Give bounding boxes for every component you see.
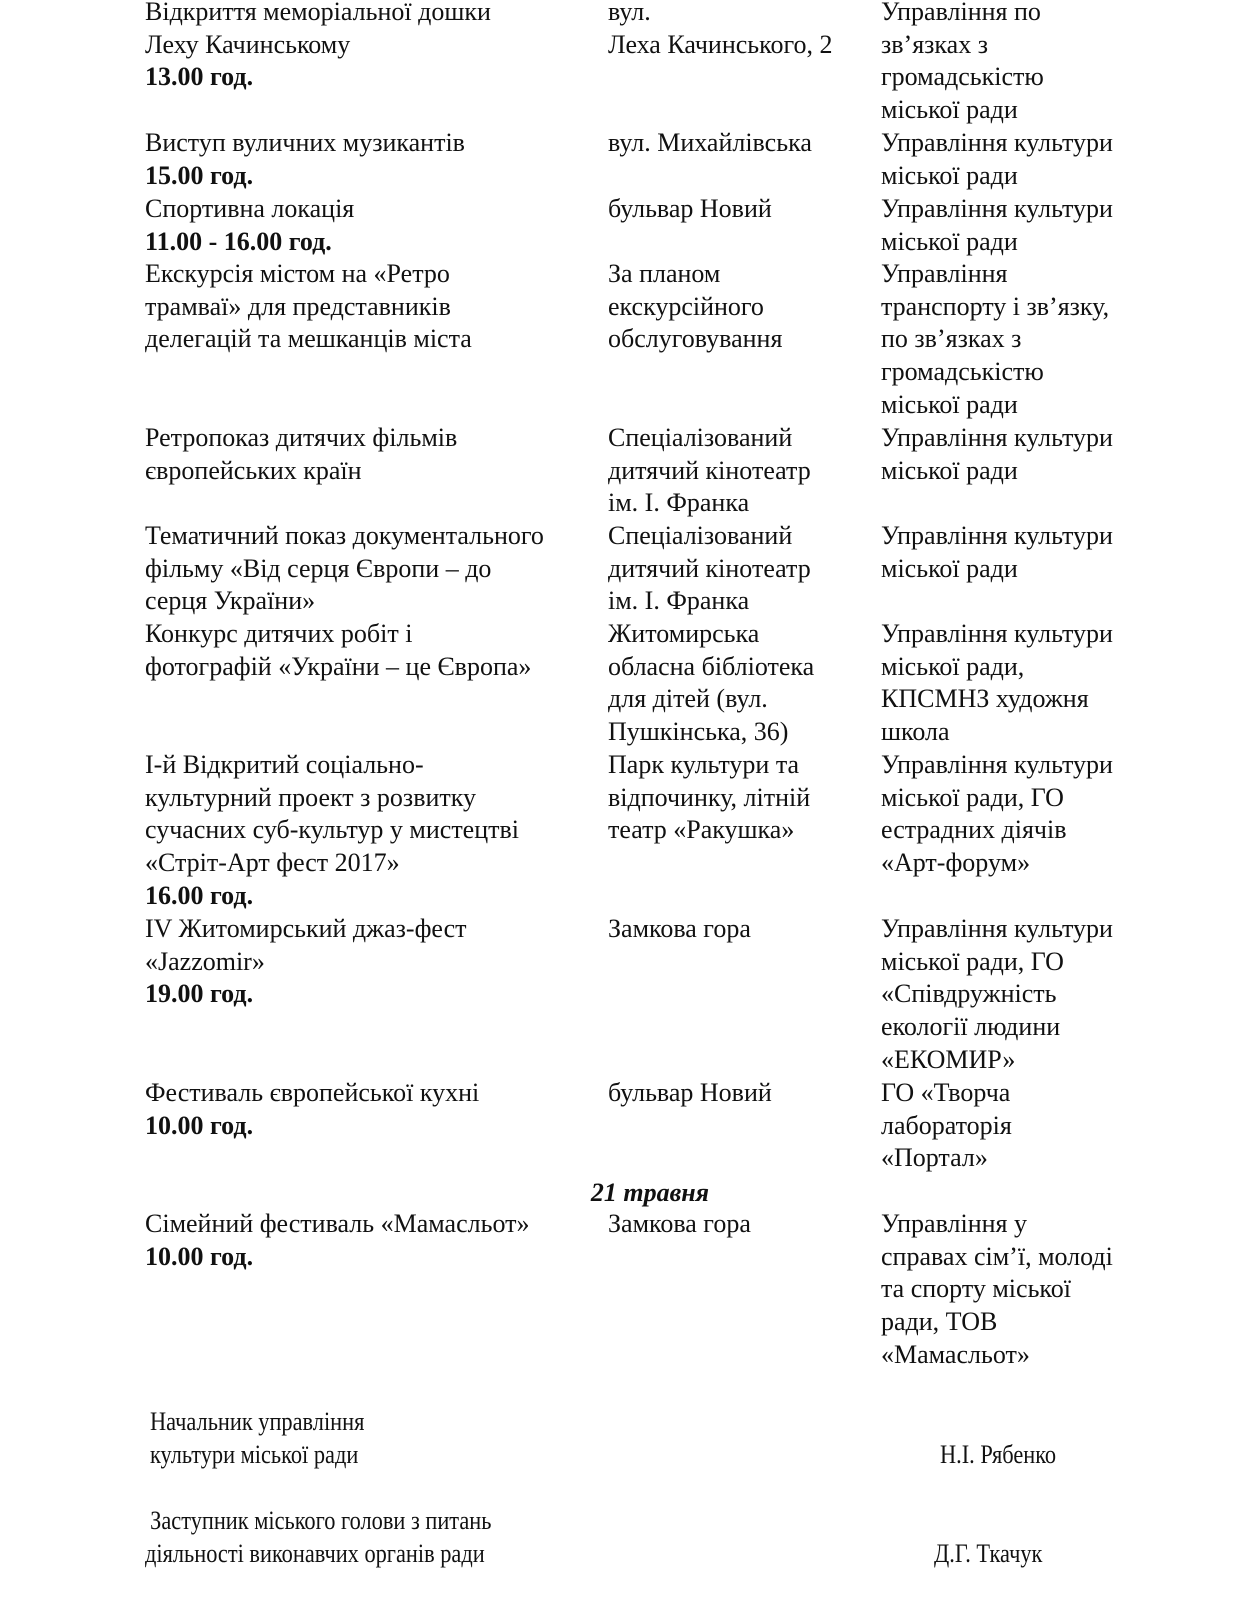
- event-row-5: [145, 520, 544, 618]
- event-time: 10.00 год.: [145, 1110, 254, 1140]
- org-text: міської ради: [881, 226, 1018, 256]
- org-text: Управління по: [881, 0, 1041, 26]
- event-text: І-й Відкритий соціально-: [145, 750, 424, 779]
- org-text: школа: [881, 717, 950, 747]
- event-row-3: [145, 258, 472, 356]
- event-text: фільму «Від серця Європи – до: [145, 553, 492, 583]
- place-text: ім. І. Франка: [608, 488, 750, 518]
- signature-title-line: Заступник міського голови з питань: [150, 1506, 492, 1535]
- org-text: громадськістю: [881, 62, 1044, 92]
- org-text: зв’язках з: [881, 29, 988, 59]
- place-text: Леха Качинського, 2: [608, 29, 833, 59]
- signature-title-1: [150, 1405, 399, 1471]
- event-text: Екскурсія містом на «Ретро: [145, 259, 450, 288]
- event-row-1: [145, 127, 465, 192]
- event-text: «Стріт-Арт фест 2017»: [145, 848, 400, 878]
- org-text: транспорту і зв’язку,: [881, 291, 1110, 321]
- place-text: Замкова гора: [608, 1209, 751, 1238]
- org-text: міської ради: [881, 455, 1018, 485]
- org-text: міської ради, ГО: [881, 782, 1064, 812]
- signature-title-2: [145, 1504, 548, 1570]
- place-text: театр «Ракушка»: [608, 815, 795, 845]
- place-row-4: [608, 422, 811, 520]
- place-text: обслуговування: [608, 324, 783, 354]
- org-text: ради, ТОВ: [881, 1307, 998, 1337]
- event-text: культурний проект з розвитку: [145, 782, 477, 812]
- place-text: дитячий кінотеатр: [608, 553, 811, 583]
- event-text: Тематичний показ документального: [145, 521, 544, 550]
- place-row-6: [608, 618, 814, 749]
- signature-title-line: Начальник управління: [150, 1407, 365, 1436]
- place-text: Спеціалізований: [608, 423, 793, 452]
- event-text: фотографій «України – це Європа»: [145, 651, 532, 681]
- signature-name-2: Д.Г. Ткачук: [934, 1539, 1043, 1568]
- event-time: 15.00 год.: [145, 160, 254, 190]
- event-time: 16.00 год.: [145, 880, 254, 910]
- org-text: Управління культури: [881, 521, 1113, 550]
- org-text: ГО «Творча: [881, 1078, 1011, 1107]
- event-row-9: [145, 1077, 479, 1142]
- event-row-8: [145, 913, 467, 1011]
- org-text: Управління: [881, 259, 1008, 288]
- org-row-7: [881, 749, 1113, 880]
- org-row-4: [881, 422, 1113, 487]
- org-text: КПСМНЗ художня: [881, 684, 1089, 714]
- org-row-5: [881, 520, 1113, 585]
- place-row-7: [608, 749, 810, 847]
- org-text: Управління культури: [881, 914, 1113, 943]
- date-heading: 21 травня: [590, 1178, 710, 1207]
- signature-name-1: Н.І. Рябенко: [940, 1440, 1057, 1469]
- place-text: відпочинку, літній: [608, 782, 811, 812]
- org-text: «Арт-форум»: [881, 848, 1031, 878]
- place-text: дитячий кінотеатр: [608, 455, 811, 485]
- org-text: лабораторія: [881, 1110, 1012, 1140]
- place-text: вул.: [608, 0, 651, 26]
- event-text: Спортивна локація: [145, 194, 355, 223]
- org-text: Управління культури: [881, 619, 1113, 648]
- place-text: бульвар Новий: [608, 1078, 772, 1107]
- event-row-7: [145, 749, 519, 912]
- org-row-10: [881, 1208, 1113, 1371]
- event-row-4: [145, 422, 457, 487]
- place-text: обласна бібліотека: [608, 651, 815, 681]
- place-row-10: [608, 1208, 751, 1241]
- org-text: міської ради,: [881, 651, 1025, 681]
- event-text: Ретропоказ дитячих фільмів: [145, 423, 458, 452]
- place-text: ім. І. Франка: [608, 586, 750, 616]
- org-text: міської ради: [881, 389, 1018, 419]
- org-text: справах сім’ї, молоді: [881, 1241, 1113, 1271]
- org-text: Управління культури: [881, 194, 1113, 223]
- place-text: екскурсійного: [608, 291, 764, 321]
- event-text: Конкурс дитячих робіт і: [145, 619, 413, 648]
- event-time: 19.00 год.: [145, 979, 254, 1009]
- place-text: Спеціалізований: [608, 521, 793, 550]
- org-text: «Портал»: [881, 1143, 988, 1173]
- org-row-6: [881, 618, 1113, 749]
- event-text: Виступ вуличних музикантів: [145, 128, 465, 157]
- place-text: За планом: [608, 259, 721, 288]
- signature-title-line: культури міської ради: [150, 1440, 359, 1469]
- org-text: Управління культури: [881, 750, 1113, 779]
- event-row-0: [145, 0, 491, 94]
- event-row-10: [145, 1208, 529, 1273]
- org-text: міської ради: [881, 160, 1018, 190]
- event-row-6: [145, 618, 531, 683]
- org-text: «Мамасльот»: [881, 1339, 1030, 1369]
- org-text: Управління культури: [881, 128, 1113, 157]
- place-text: Пушкінська, 36): [608, 717, 789, 747]
- org-text: Управління культури: [881, 423, 1113, 452]
- org-text: «Співдружність: [881, 979, 1057, 1009]
- place-text: бульвар Новий: [608, 194, 772, 223]
- event-text: Фестиваль європейської кухні: [145, 1078, 480, 1107]
- org-text: Управління у: [881, 1209, 1027, 1238]
- event-time: 13.00 год.: [145, 62, 254, 92]
- event-text: серця України»: [145, 586, 316, 616]
- place-text: для дітей (вул.: [608, 684, 768, 714]
- event-time: 10.00 год.: [145, 1241, 254, 1271]
- org-text: міської ради, ГО: [881, 946, 1064, 976]
- place-row-0: [608, 0, 832, 61]
- org-text: міської ради: [881, 95, 1018, 125]
- event-row-2: [145, 193, 354, 258]
- signature-title-line: діяльності виконавчих органів ради: [145, 1539, 485, 1568]
- org-text: естрадних діячів: [881, 815, 1067, 845]
- org-row-2: [881, 193, 1113, 258]
- event-text: Сімейний фестиваль «Мамасльот»: [145, 1209, 530, 1238]
- event-text: трамваї» для представників: [145, 291, 451, 321]
- org-row-3: [881, 258, 1109, 421]
- org-text: громадськістю: [881, 357, 1044, 387]
- place-text: Замкова гора: [608, 914, 751, 943]
- org-text: та спорту міської: [881, 1274, 1071, 1304]
- place-text: Парк культури та: [608, 750, 800, 779]
- org-row-8: [881, 913, 1113, 1076]
- place-row-2: [608, 193, 772, 226]
- org-text: міської ради: [881, 553, 1018, 583]
- event-text: «Jazzomir»: [145, 946, 265, 976]
- place-row-1: [608, 127, 812, 160]
- place-row-3: [608, 258, 782, 356]
- event-text: європейських країн: [145, 455, 362, 485]
- place-text: Житомирська: [608, 619, 760, 648]
- place-text: вул. Михайлівська: [608, 128, 812, 157]
- event-time: 11.00 - 16.00 год.: [145, 226, 332, 256]
- org-text: екології людини: [881, 1012, 1061, 1042]
- org-row-9: [881, 1077, 1012, 1175]
- event-text: сучасних суб-культур у мистецтві: [145, 815, 519, 845]
- org-text: «ЕКОМИР»: [881, 1044, 1016, 1074]
- event-text: Відкриття меморіальної дошки: [145, 0, 491, 26]
- place-row-5: [608, 520, 811, 618]
- org-row-1: [881, 127, 1113, 192]
- place-row-9: [608, 1077, 772, 1110]
- org-row-0: [881, 0, 1044, 127]
- org-text: по зв’язках з: [881, 324, 1022, 354]
- event-text: IV Житомирський джаз-фест: [145, 914, 467, 943]
- event-text: делегацій та мешканців міста: [145, 324, 472, 354]
- place-row-8: [608, 913, 751, 946]
- event-text: Леху Качинському: [145, 29, 351, 59]
